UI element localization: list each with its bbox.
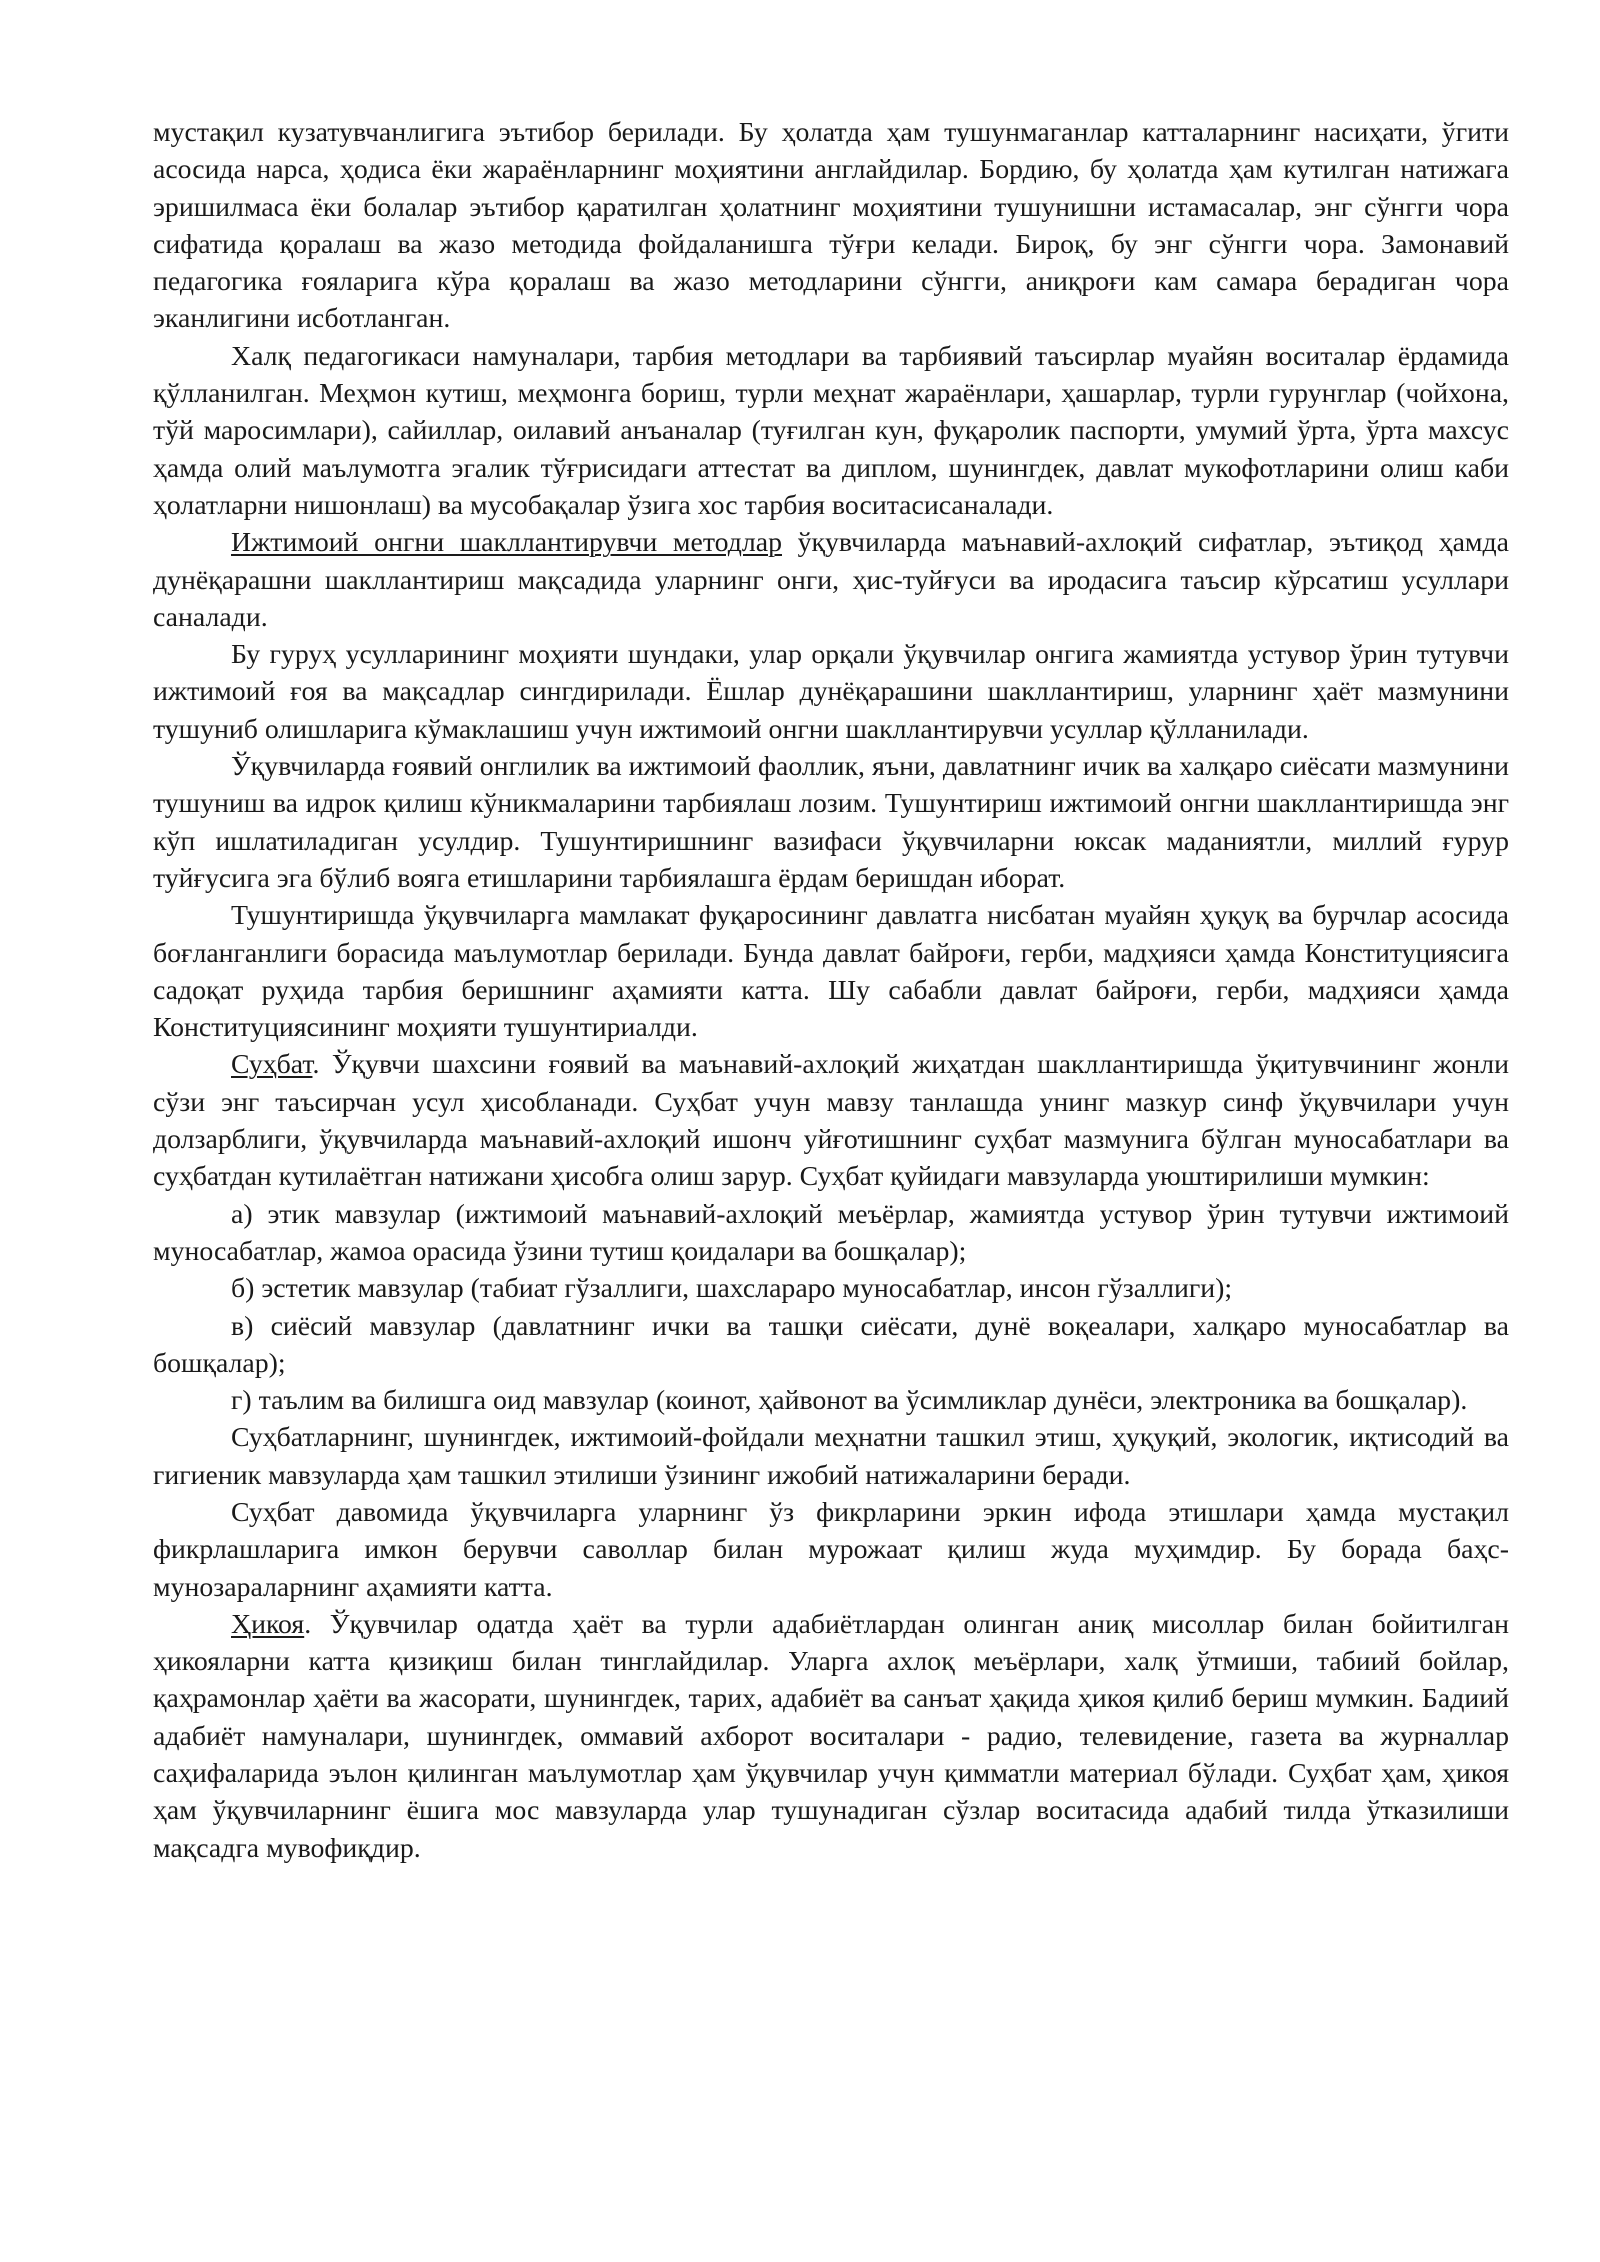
- paragraph-text: в) сиёсий мавзулар (давлатнинг ички ва ташқи сиёсати, дунё воқеалари, халқаро муносабатлар ва бошқалар);: [153, 1310, 1509, 1379]
- paragraph-text: а) этик мавзулар (ижтимоий маънавий-ахлоқий меъёрлар, жамиятда устувор ўрин тутувчи ижтимоий муносабатлар, жамоа орасида ўзини тутиш қоидалари ва бошқалар);: [153, 1198, 1509, 1267]
- paragraph-text: Бу гуруҳ усулларининг моҳияти шундаки, улар орқали ўқувчилар онгига жамиятда устувор ўрин тутувчи ижтимоий ғоя ва мақсадлар сингдирилади. Ёшлар дунёқарашини шакллантириш, уларнинг ҳаёт мазмунини тушуниб олишларига кўмаклашиш учун ижтимоий онгни шакллантирувчи усуллар қўлланилади.: [153, 639, 1509, 745]
- term-heading: Ижтимоий онгни шакллантирувчи методлар: [231, 527, 782, 559]
- paragraph-text: . Ўқувчи шахсини ғоявий ва маънавий-ахлоқий жиҳатдан шакллантиришда ўқитувчининг жонли сўзи энг таъсирчан усул ҳисобланади. Суҳбат учун мавзу танлашда унинг мазкур синф ўқувчилари учун долзарблиги, ўқувчиларда маънавий-ахлоқий ишонч уйғотишнинг суҳбат мазмунига бўлган муносабатлари ва суҳбатдан кутилаётган натижани ҳисобга олиш зарур. Суҳбат қуйидаги мавзуларда уюштирилиши мумкин:: [153, 1049, 1509, 1193]
- paragraph-text: Тушунтиришда ўқувчиларга мамлакат фуқаросининг давлатга нисбатан муайян ҳуқуқ ва бурчлар асосида боғланганлиги борасида маълумотлар берилади. Бунда давлат байроғи, герби, мадҳияси ҳамда Конституциясига садоқат руҳида тарбия беришнинг аҳамияти катта. Шу сабабли давлат байроғи, герби, мадҳияси ҳамда Конституциясининг моҳияти тушунтириалди.: [153, 900, 1509, 1044]
- paragraph-free-expression: [153, 1494, 1509, 1606]
- paragraph-text: Халқ педагогикаси намуналари, тарбия методлари ва тарбиявий таъсирлар муайян воситалар ёрдамида қўлланилган. Меҳмон кутиш, меҳмонга бориш, турли меҳнат жараёнлари, ҳашарлар, турли гурунглар (чойхона, тўй маросимлари), сайиллар, оилавий анъаналар (туғилган кун, фуқаролик паспорти, умумий ўрта, ўрта махсус ҳамда олий маълумотга эгалик тўғрисидаги аттестат ва диплом, шунингдек, давлат мукофотларини олиш каби ҳолатларни нишонлаш) ва мусобақалар ўзига хос тарбия воситасисаналади.: [153, 340, 1509, 521]
- paragraph-other-topics: [153, 1419, 1509, 1494]
- term-heading: Ҳикоя: [231, 1608, 305, 1640]
- list-item-political-topics: [153, 1308, 1509, 1383]
- paragraph-story: [153, 1606, 1509, 1867]
- paragraph-text: б) эстетик мавзулар (табиат гўзаллиги, шахслараро муносабатлар, инсон гўзаллиги);: [231, 1273, 1233, 1305]
- list-item-ethical-topics: [153, 1196, 1509, 1271]
- paragraph-text: Суҳбат давомида ўқувчиларга уларнинг ўз фикрларини эркин ифода этишлари ҳамда мустақил фикрлашларига имкон берувчи саволлар билан мурожаат қилиш жуда муҳимдир. Бу борада баҳс-мунозараларнинг аҳамияти катта.: [153, 1496, 1509, 1603]
- paragraph-text: . Ўқувчилар одатда ҳаёт ва турли адабиётлардан олинган аниқ мисоллар билан бойитилган ҳикояларни катта қизиқиш билан тинглайдилар. Уларга ахлоқ меъёрлари, халқ ўтмиши, табиий бойлар, қаҳрамонлар ҳаёти ва жасорати, шунингдек, тарих, адабиёт ва санъат ҳақида ҳикоя қилиб бериш мумкин. Бадиий адабиёт намуналари, шунингдек, оммавий ахборот воситалари - радио, телевидение, газета ва журналлар саҳифаларида эълон қилинган маълумотлар ҳам ўқувчилар учун қимматли материал бўлади. Суҳбат ҳам, ҳикоя ҳам ўқувчиларнинг ёшига мос мавзуларда улар тушунадиган сўзлар воситасида адабий тилда ўтказилиши мақсадга мувофиқдир.: [153, 1608, 1509, 1864]
- list-item-aesthetic-topics: [153, 1270, 1509, 1307]
- paragraph-ideological-awareness: [153, 748, 1509, 897]
- paragraph-text: Суҳбатларнинг, шунингдек, ижтимоий-фойдали меҳнатни ташкил этиш, ҳуқуқий, экологик, иқтисодий ва гигиеник мавзуларда ҳам ташкил этилиши ўзининг ижобий натижаларини беради.: [153, 1422, 1509, 1491]
- paragraph-social-consciousness-methods: [153, 524, 1509, 636]
- paragraph-text: мустақил кузатувчанлигига эътибор берилади. Бу ҳолатда ҳам тушунмаганлар катталарнинг насиҳати, ўгити асосида нарса, ҳодиса ёки жараёнларнинг моҳиятини англайдилар. Бордию, бу ҳолатда ҳам кутилган натижага эришилмаса ёки болалар эътибор қаратилган ҳолатнинг моҳиятини тушунишни истамасалар, энг сўнгги чора сифатида қоралаш ва жазо методида фойдаланишга тўғри келади. Бироқ, бу энг сўнгги чора. Замонавий педагогика ғояларига кўра қоралаш ва жазо методларини сўнгги, аниқроғи кам самара берадиган чора эканлигини исботланган.: [153, 117, 1509, 335]
- paragraph-continuation: [153, 114, 1509, 338]
- list-item-education-topics: [153, 1382, 1509, 1419]
- paragraph-explanation: [153, 897, 1509, 1046]
- document-page: [153, 114, 1509, 1867]
- paragraph-conversation: [153, 1046, 1509, 1195]
- paragraph-text: ўқувчиларда маънавий-ахлоқий сифатлар, эътиқод ҳамда дунёқарашни шакллантириш мақсадида уларнинг онги, ҳис-туйғуси ва иродасига таъсир кўрсатиш усуллари саналади.: [153, 527, 1509, 633]
- term-heading: Суҳбат: [231, 1049, 313, 1081]
- paragraph-text: г) таълим ва билишга оид мавзулар (коинот, ҳайвонот ва ўсимликлар дунёси, электроника ва бошқалар).: [231, 1385, 1468, 1417]
- paragraph-folk-pedagogy: [153, 338, 1509, 524]
- paragraph-text: Ўқувчиларда ғоявий онглилик ва ижтимоий фаоллик, яъни, давлатнинг ичик ва халқаро сиёсати мазмунини тушуниш ва идрок қилиш кўникмаларини тарбиялаш лозим. Тушунтириш ижтимоий онгни шакллантиришда энг кўп ишлатиладиган усулдир. Тушунтиришнинг вазифаси ўқувчиларни юксак маданиятли, миллий ғурур туйғусига эга бўлиб вояга етишларини тарбиялашга ёрдам беришдан иборат.: [153, 751, 1509, 894]
- paragraph-group-methods: [153, 636, 1509, 748]
